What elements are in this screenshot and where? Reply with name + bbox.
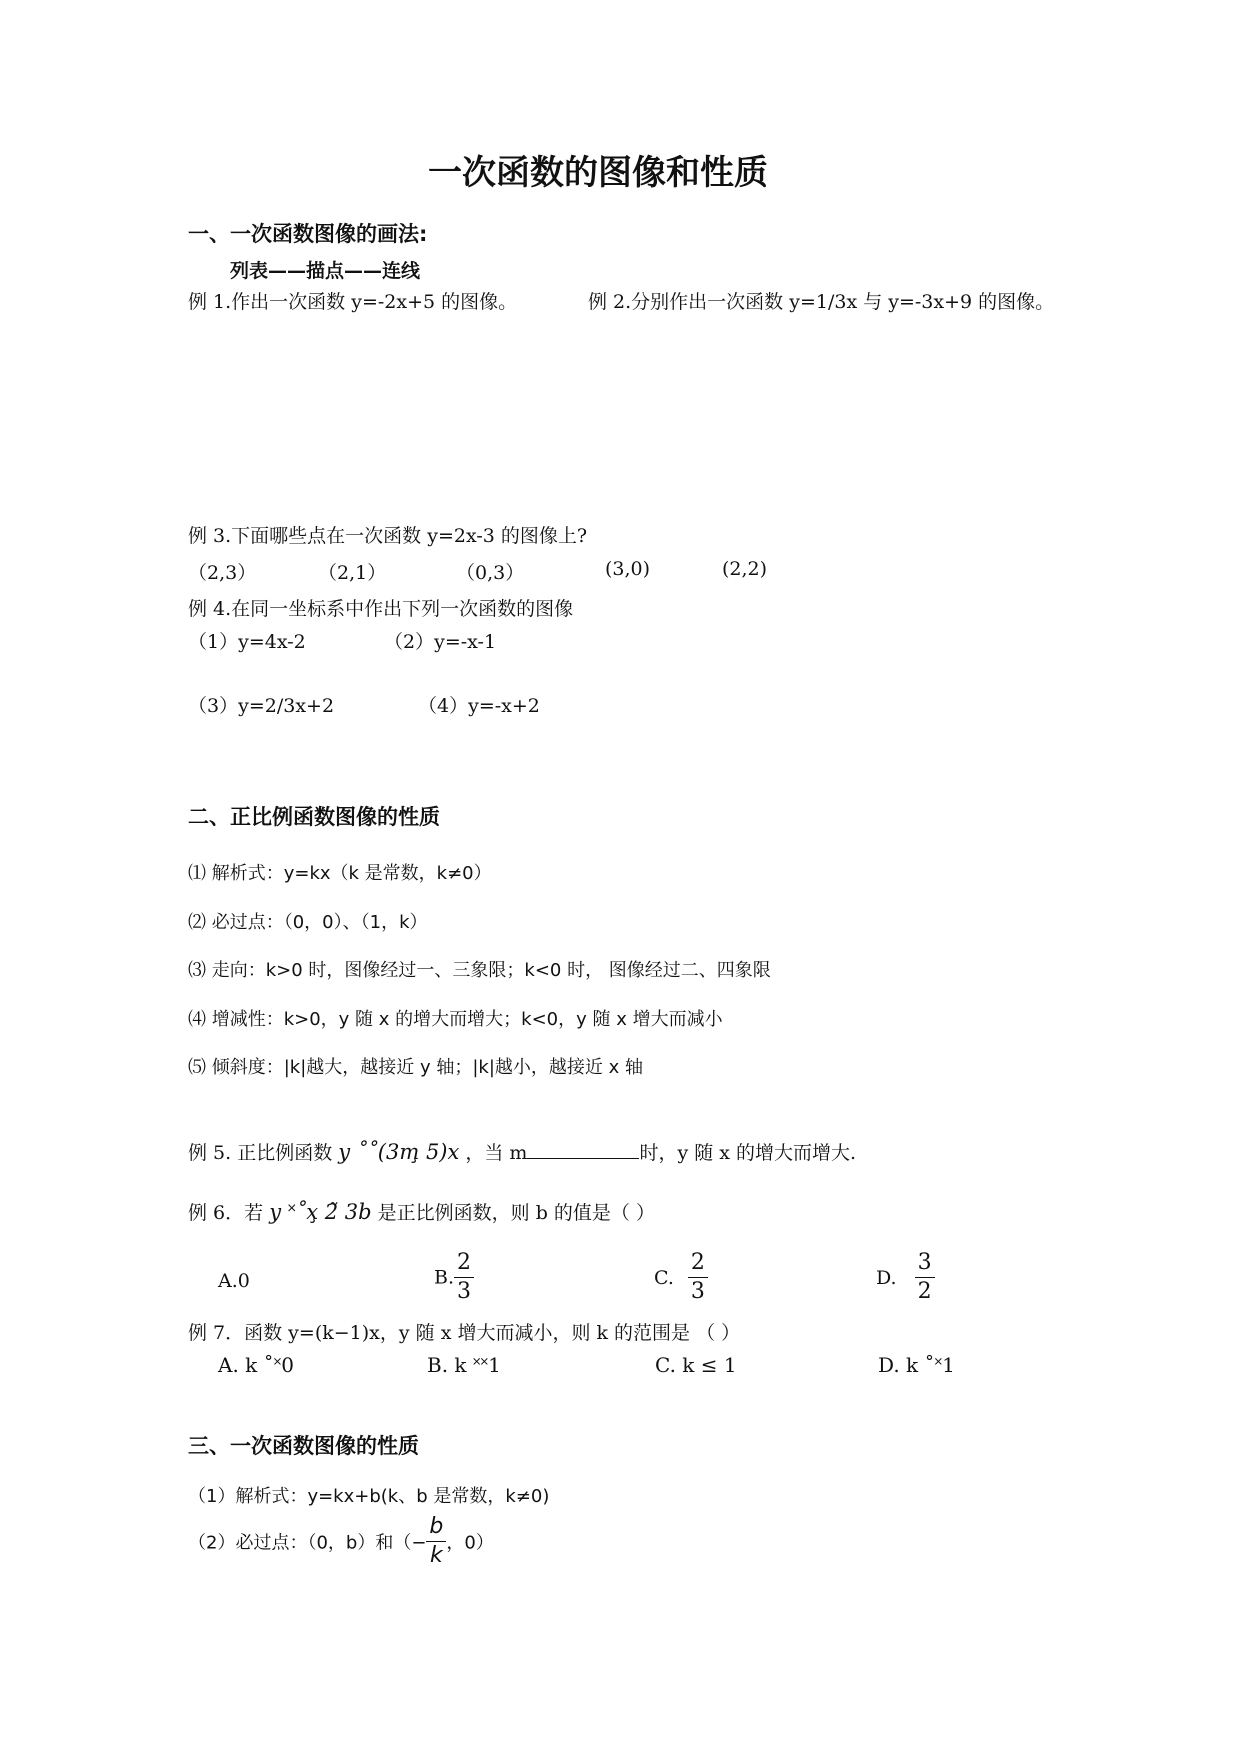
property-text: （2）必过点：（0，b）和（− (188, 1532, 427, 1554)
option-label: B. (434, 1266, 455, 1289)
answer-blank (527, 1140, 639, 1159)
point-option: (3,0) (605, 558, 651, 580)
example-5-formula: y ˚˚(3m̧ 5)x (338, 1140, 460, 1164)
point-option: （0,3） (456, 562, 525, 584)
option-label: D. (876, 1266, 897, 1289)
property-item: （1）解析式：y=kx+b(k、b 是常数，k≠0) (188, 1486, 550, 1507)
property-item: ⑶ 走向：k>0 时，图像经过一、三象限；k<0 时， 图像经过二、四象限 (188, 960, 771, 981)
point-option: （2,1） (318, 562, 387, 584)
fraction (426, 1516, 446, 1567)
example-6-prefix: 例 6．若 (188, 1202, 264, 1224)
point-option: (2,2) (722, 558, 768, 580)
option-a: A.0 (218, 1270, 250, 1292)
example-5-prefix: 例 5. 正比例函数 (188, 1142, 333, 1164)
example-2: 例 2.分别作出一次函数 y=1/3x 与 y=-3x+9 的图像。 (588, 291, 1055, 313)
drawing-method: 列表——描点——连线 (230, 260, 421, 282)
example-6-suffix: 是正比例函数，则 b 的值是（ ） (377, 1202, 655, 1224)
function-3: （3）y=2/3x+2 (188, 695, 335, 717)
option-b (434, 1252, 474, 1303)
fraction-denominator: k (430, 1543, 443, 1568)
option-d: D. k ˚˟1 (878, 1353, 955, 1377)
option-d (876, 1252, 935, 1303)
fraction-denominator: 2 (917, 1279, 932, 1304)
example-5-suffix: 时，y 随 x 的增大而增大. (639, 1142, 857, 1164)
example-4: 例 4.在同一坐标系中作出下列一次函数的图像 (188, 598, 574, 620)
section-heading-1: 一、一次函数图像的画法: (188, 222, 428, 246)
fraction (688, 1252, 708, 1303)
example-7: 例 7．函数 y=(k−1)x，y 随 x 增大而减小，则 k 的范围是 （ ） (188, 1322, 741, 1344)
option-c: C. k ≤ 1 (655, 1353, 737, 1377)
option-c (654, 1252, 708, 1303)
example-5-mid: ，当 m (465, 1142, 528, 1164)
section-heading-3: 三、一次函数图像的性质 (188, 1434, 419, 1458)
property-item: ⑴ 解析式：y=kx（k 是常数，k≠0） (188, 863, 492, 884)
example-1: 例 1.作出一次函数 y=-2x+5 的图像。 (188, 291, 518, 313)
function-2: （2）y=-x-1 (384, 631, 497, 653)
option-b: B. k ˟˟1 (427, 1353, 501, 1377)
function-4: （4）y=-x+2 (418, 695, 540, 717)
fraction (454, 1252, 474, 1303)
fraction-numerator: 2 (454, 1252, 474, 1278)
option-label: C. (654, 1266, 674, 1289)
fraction-denominator: 3 (457, 1279, 472, 1304)
function-1: （1）y=4x-2 (188, 631, 306, 653)
section-heading-2: 二、正比例函数图像的性质 (188, 805, 440, 829)
fraction (915, 1252, 935, 1303)
fraction-numerator: b (426, 1516, 446, 1542)
page-title: 一次函数的图像和性质 (428, 153, 768, 193)
fraction-denominator: 3 (690, 1279, 705, 1304)
property-item-2 (188, 1516, 494, 1567)
property-text: ，0） (446, 1532, 494, 1554)
example-3: 例 3.下面哪些点在一次函数 y=2x-3 的图像上? (188, 525, 588, 547)
property-item: ⑷ 增减性：k>0，y 随 x 的增大而增大；k<0，y 随 x 增大而减小 (188, 1009, 723, 1030)
example-5 (188, 1138, 856, 1165)
example-6-formula: y ˟˚x̧ 2̃ 3b (269, 1200, 372, 1224)
fraction-numerator: 3 (915, 1252, 935, 1278)
property-item: ⑵ 必过点：（0，0）、（1，k） (188, 912, 428, 933)
point-option: （2,3） (188, 562, 257, 584)
property-item: ⑸ 倾斜度：|k|越大，越接近 y 轴；|k|越小，越接近 x 轴 (188, 1057, 644, 1078)
option-a: A. k ˚˟0 (218, 1353, 294, 1377)
fraction-numerator: 2 (688, 1252, 708, 1278)
example-6 (188, 1198, 655, 1225)
